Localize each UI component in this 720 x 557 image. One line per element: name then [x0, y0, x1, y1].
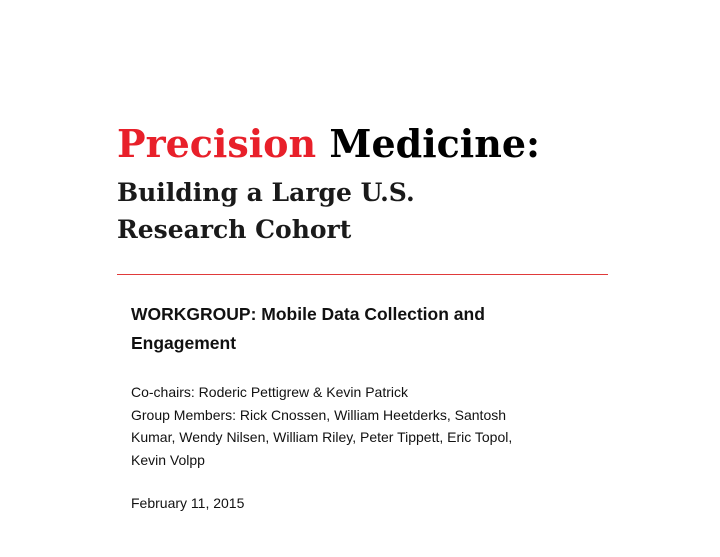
subtitle-line-1: Building a Large U.S. [117, 178, 415, 207]
subtitle-line-2: Research Cohort [117, 215, 352, 244]
title-rest: Medicine: [329, 121, 541, 166]
body-block [131, 300, 601, 515]
title-block [117, 118, 677, 248]
slide-title [117, 118, 677, 170]
title-divider [117, 274, 608, 275]
members-line-2: Kumar, Wendy Nilsen, William Riley, Peter Tippett, Eric Topol, [131, 429, 513, 445]
workgroup-line-2: Engagement [131, 333, 237, 353]
workgroup-heading [131, 300, 601, 358]
title-accent-word: Precision [117, 121, 317, 166]
slide-subtitle [117, 174, 677, 248]
presentation-date: February 11, 2015 [131, 495, 245, 511]
members-block [131, 381, 601, 471]
workgroup-line-1: WORKGROUP: Mobile Data Collection and [131, 304, 485, 324]
cochairs-text: Co-chairs: Roderic Pettigrew & Kevin Patrick [131, 384, 408, 400]
members-line-1: Group Members: Rick Cnossen, William Heetderks, Santosh [131, 406, 507, 423]
members-line-3: Kevin Volpp [131, 451, 205, 468]
